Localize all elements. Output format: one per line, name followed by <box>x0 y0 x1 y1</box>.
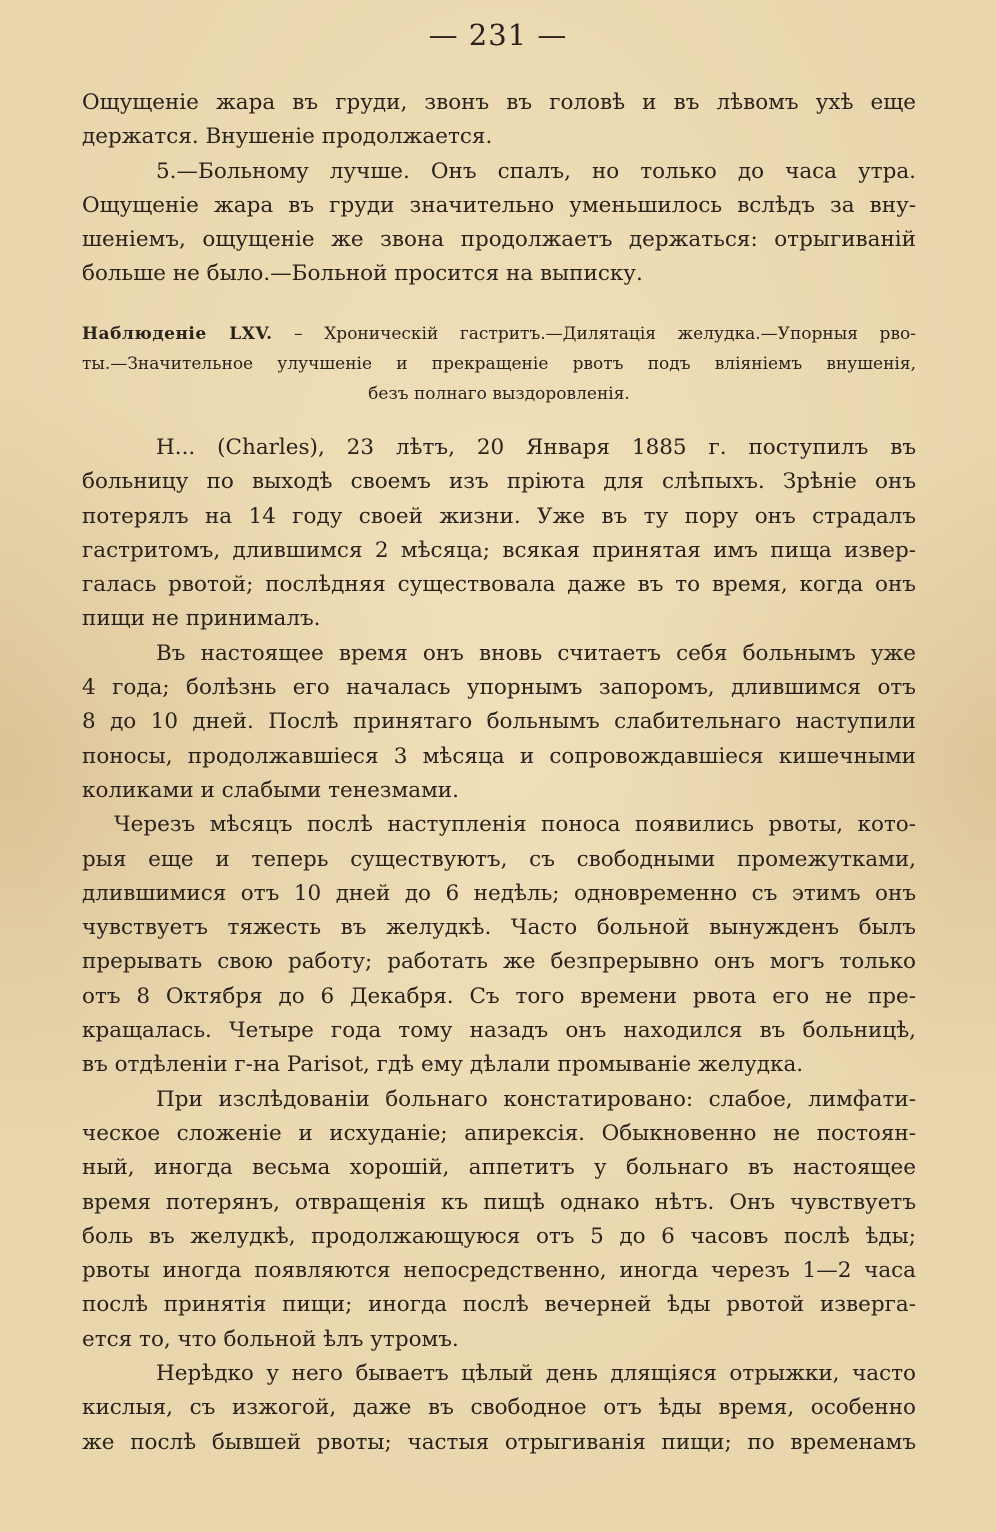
text-line: ческое сложеніе и исхуданіе; апирексія. Обыкновенно не постоян- <box>82 1120 916 1146</box>
text-line: время потерянъ, отвращенія къ пищѣ однако нѣтъ. Онъ чувствуетъ <box>82 1189 916 1215</box>
text-line: послѣ принятія пищи; иногда послѣ вечерней ѣды рвотой извергa- <box>82 1292 916 1318</box>
text-line: держатся. Внушеніе продолжается. <box>82 124 493 150</box>
heading-line: ты.—Значительное улучшеніе и прекращеніе рвотъ подъ вліяніемъ внушенія, <box>82 354 916 374</box>
text-line: гастритомъ, длившимся 2 мѣсяца; всякая принятая имъ пища извер- <box>82 537 916 563</box>
continuation-text <box>82 86 916 292</box>
text-line: коликами и слабыми тенезмами. <box>82 777 459 803</box>
text-line: Ощущеніе жара въ груди, звонъ въ головѣ и въ лѣвомъ ухѣ еще <box>82 90 916 115</box>
text-line: кращалась. Четыре года тому назадъ онъ находился въ больницѣ, <box>82 1018 916 1044</box>
text-line: шеніемъ, ощущеніе же звона продолжаетъ держаться: отрыгиваній <box>82 227 916 253</box>
text-line: При изслѣдованіи больнаго констатировано: слабое, лимфати- <box>156 1086 916 1112</box>
text-line: 5.—Больному лучше. Онъ спалъ, но только до часа утра. <box>156 158 916 184</box>
text-line: Ощущеніе жара въ груди значительно уменьшилось вслѣдъ за вну- <box>82 192 916 218</box>
text-line: ется то, что больной ѣлъ утромъ. <box>82 1326 459 1352</box>
text-line: 8 до 10 дней. Послѣ принятаго больнымъ слабительнаго наступили <box>82 709 916 735</box>
page-number: — 231 — <box>428 18 568 52</box>
text-line: рвоты иногда появляются непосредственно, иногда черезъ 1—2 часа <box>82 1258 916 1284</box>
text-line: боль въ желудкѣ, продолжающуюся отъ 5 до 6 часовъ послѣ ѣды; <box>82 1223 916 1249</box>
text-line: рыя еще и теперь существуютъ, съ свободными промежутками, <box>82 846 916 872</box>
text-line: кислыя, съ изжогой, даже въ свободное отъ ѣды время, особенно <box>82 1395 916 1421</box>
text-line: больницу по выходѣ своемъ изъ пріюта для слѣпыхъ. Зрѣніе онъ <box>82 469 916 495</box>
text-line: больше не было.—Больной просится на выписку. <box>82 261 643 287</box>
text-line: галась рвотой; послѣдняя существовала даже въ то время, когда онъ <box>82 572 916 598</box>
text-line: Н... (Charles), 23 лѣтъ, 20 Января 1885 г. поступилъ въ <box>156 435 916 460</box>
observation-label: Наблюденіе LXV. <box>82 324 273 344</box>
text-line: потерялъ на 14 году своей жизни. Уже въ ту пору онъ страдалъ <box>82 503 916 529</box>
text-line: чувствуетъ тяжесть въ желудкѣ. Часто больной вынужденъ былъ <box>82 915 916 941</box>
text-line: пищи не принималъ. <box>82 606 321 632</box>
heading-line <box>82 319 916 349</box>
text-line: ный, иногда весьма хорошій, аппетитъ у больнаго въ настоящее <box>82 1155 916 1181</box>
text-line: отъ 8 Октября до 6 Декабря. Съ того времени рвота его не пре- <box>82 983 916 1009</box>
text-line: же послѣ бывшей рвоты; частыя отрыгиванія пищи; по временамъ <box>82 1429 916 1455</box>
text-line: длившимися отъ 10 дней до 6 недѣль; одновременно съ этимъ онъ <box>82 880 916 906</box>
body-text <box>82 431 916 1460</box>
heading-text: – Хроническій гастритъ.—Дилятація желудка.—Упорныя рво- <box>294 324 916 344</box>
text-line: 4 года; болѣзнь его началась упорнымъ запоромъ, длившимся отъ <box>82 675 916 701</box>
text-line: прерывать свою работу; работать же безпрерывно онъ могъ только <box>82 949 916 975</box>
text-line: поносы, продолжавшіеся 3 мѣсяца и сопровождавшіеся кишечными <box>82 743 916 769</box>
observation-heading <box>82 319 916 409</box>
text-line: Нерѣдко у него бываетъ цѣлый день длящіяся отрыжки, часто <box>156 1361 916 1387</box>
heading-line: безъ полнаго выздоровленія. <box>368 384 630 404</box>
text-line: Черезъ мѣсяцъ послѣ наступленія поноса появились рвоты, кото- <box>114 812 916 838</box>
text-line: въ отдѣленіи г-на Parisot, гдѣ ему дѣлали промываніе желудка. <box>82 1052 804 1078</box>
text-line: Въ настоящее время онъ вновь считаетъ себя больнымъ уже <box>156 640 916 666</box>
